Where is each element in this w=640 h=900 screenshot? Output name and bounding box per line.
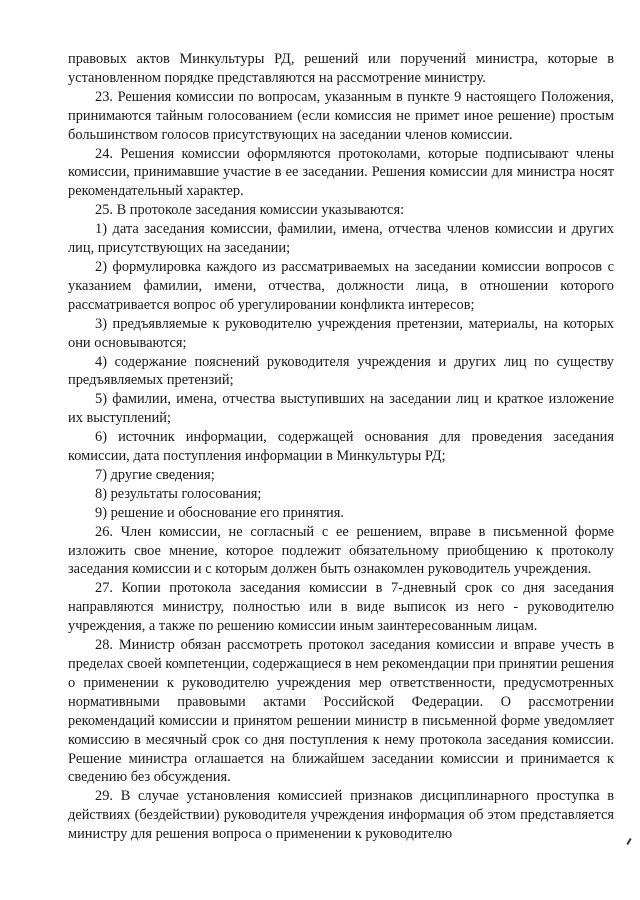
paragraph-29: 29. В случае установления комиссией признаков дисциплинарного проступка в действиях (бездействии) руководителя учреждения информация об этом представляется министру для решения вопроса о применении к руководителю <box>68 788 614 843</box>
list-item-1: 1) дата заседания комиссии, фамилии, имена, отчества членов комиссии и других лиц, присутствующих на заседании; <box>68 221 614 257</box>
document-page <box>68 50 614 844</box>
list-item-2: 2) формулировка каждого из рассматриваемых на заседании комиссии вопросов с указанием фамилии, имени, отчества, должности лица, в отношении которого рассматривается вопрос об урегулировании конфликта интересов; <box>68 258 614 313</box>
list-item-5: 5) фамилии, имена, отчества выступивших на заседании лиц и краткое изложение их выступлений; <box>68 391 614 427</box>
list-item-3: 3) предъявляемые к руководителю учреждения претензии, материалы, на которых они основываются; <box>68 315 614 351</box>
list-item-7: 7) другие сведения; <box>95 466 215 483</box>
paragraph-24: 24. Решения комиссии оформляются протоколами, которые подписывают члены комиссии, принимавшие участие в ее заседании. Решения комиссии для министра носят рекомендательный характер. <box>68 145 614 200</box>
list-item-9: 9) решение и обоснование его принятия. <box>95 504 344 521</box>
scan-speck <box>626 838 631 845</box>
list-item-6: 6) источник информации, содержащей основания для проведения заседания комиссии, дата поступления информации в Минкультуры РД; <box>68 429 614 465</box>
list-item-4: 4) содержание пояснений руководителя учреждения и других лиц по существу предъявляемых претензий; <box>68 353 614 389</box>
paragraph-25: 25. В протоколе заседания комиссии указываются: <box>95 202 405 219</box>
list-item-8: 8) результаты голосования; <box>95 485 262 502</box>
paragraph-26: 26. Член комиссии, не согласный с ее решением, вправе в письменной форме изложить свое мнение, которое подлежит обязательному приобщению к протоколу заседания комиссии и с которым должен быть ознакомлен руководитель учреждения. <box>68 523 614 578</box>
paragraph-27: 27. Копии протокола заседания комиссии в 7-дневный срок со дня заседания направляются министру, полностью или в виде выписок из него - руководителю учреждения, а также по решению комиссии иным заинтересованным лицам. <box>68 580 614 635</box>
paragraph-continuation: правовых актов Минкультуры РД, решений или поручений министра, которые в установленном порядке представляются на рассмотрение министру. <box>68 51 614 86</box>
paragraph-23: 23. Решения комиссии по вопросам, указанным в пункте 9 настоящего Положения, принимаются тайным голосованием (если комиссия не примет иное решение) простым большинством голосов присутствующих на заседании членов комиссии. <box>68 88 614 143</box>
paragraph-28: 28. Министр обязан рассмотреть протокол заседания комиссии и вправе учесть в пределах своей компетенции, содержащиеся в нем рекомендации при принятии решения о применении к руководителю учреждения мер ответственности, предусмотренных нормативными правовыми актами Российской Федерации. О рассмотрении рекомендаций комиссии и принятом решении министр в письменной форме уведомляет комиссию в месячный срок со дня поступления к нему протокола заседания комиссии. Решение министра оглашается на ближайшем заседании комиссии и принимается к сведению без обсуждения. <box>68 637 614 786</box>
